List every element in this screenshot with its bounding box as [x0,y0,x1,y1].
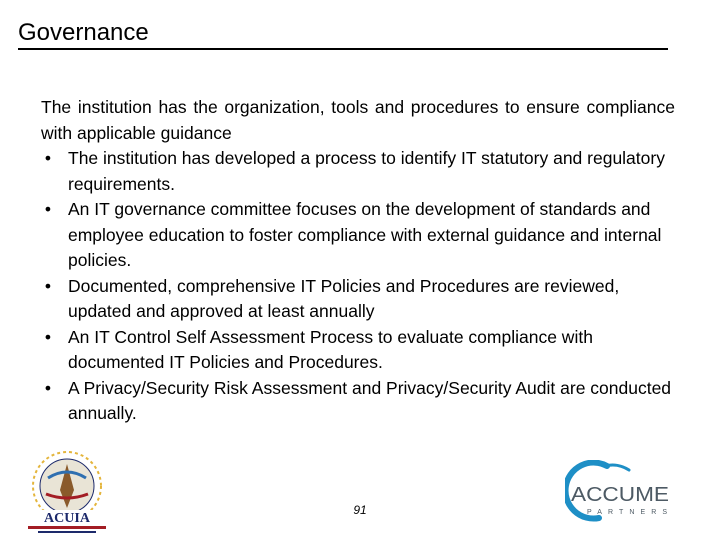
page-title: Governance [18,19,149,46]
acuia-logo-text: ACUIA [44,511,90,526]
list-item [41,376,675,427]
bullet-icon: • [44,275,52,296]
bullet-text: A Privacy/Security Risk Assessment and Privacy/Security Audit are conducted annually. [68,377,672,423]
bullet-text: The institution has developed a process to identify IT statutory and regulatory requirements. [68,148,665,194]
bullet-icon: • [44,377,52,398]
list-item [41,197,675,274]
bullet-icon: • [44,148,52,168]
slide-body [41,95,675,427]
bullet-list [41,146,675,427]
accume-partners-logo [565,460,675,526]
title-bar [18,18,668,50]
list-item [41,274,675,325]
page-number: 91 [353,503,367,517]
bullet-icon: • [44,199,52,219]
bullet-text: Documented, comprehensive IT Policies and Procedures are reviewed, updated and approved at least annually [68,275,620,321]
list-item [41,146,675,197]
intro-paragraph: The institution has the organization, tools and procedures to ensure compliance with applicable guidance [41,97,675,143]
list-item [41,325,675,376]
bullet-text: An IT Control Self Assessment Process to evaluate compliance with documented IT Policies and Procedures. [68,326,593,372]
acuia-seal-logo [18,448,116,536]
bullet-icon: • [44,326,52,347]
accume-logo-text: ACCUME [571,484,669,506]
accume-tagline-text: PARTNERS [587,509,667,516]
bullet-text: An IT governance committee focuses on the development of standards and employee education to foster compliance with external guidance and internal policies. [68,199,662,270]
